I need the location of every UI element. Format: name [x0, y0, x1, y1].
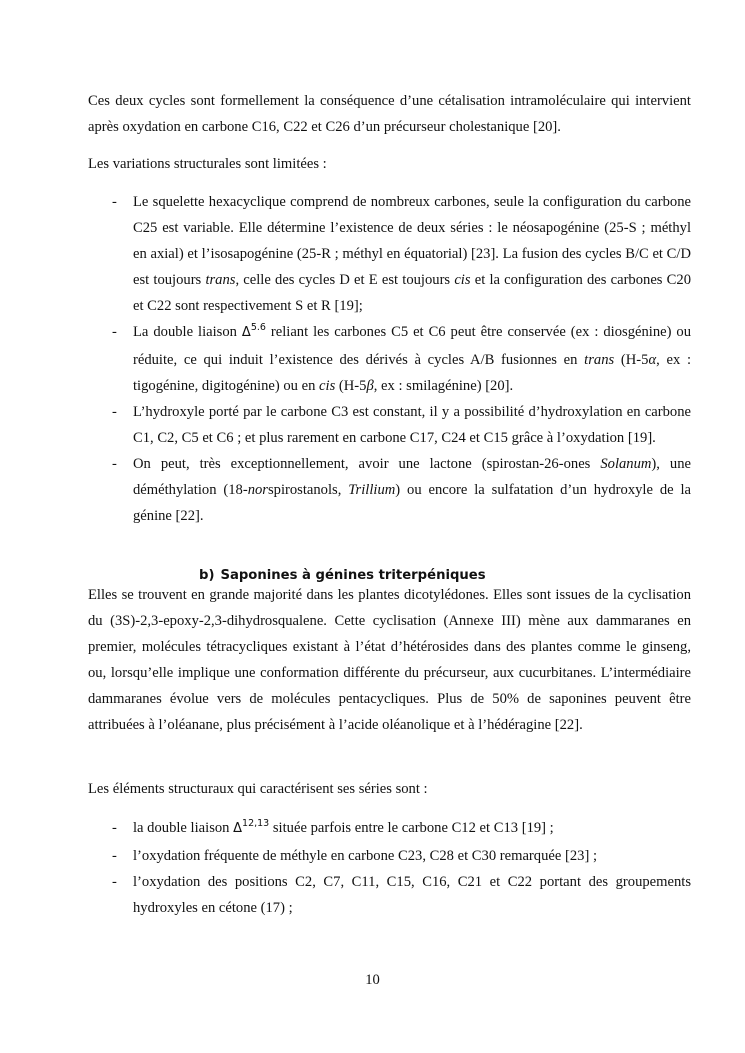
elements-title: Les éléments structuraux qui caractérisent ses séries sont : [88, 781, 428, 797]
variations-title: Les variations structurales sont limitées : [88, 156, 327, 172]
list-item: - l’oxydation fréquente de méthyle en carbone C23, C28 et C30 remarquée [23] ; [112, 848, 598, 864]
triterpene-paragraph: Elles se trouvent en grande majorité dans les plantes dicotylédones. Elles sont issues de la cyclisation du (3S)-2,3-epoxy-2,3-dihydrosqualene. Cette cyclisation (Annexe III) mène aux dammaranes en premier, molécules tétracycliques existant à l’état d’hétérosides dans des plantes comme le ginseng, ou, lorsqu’elle implique une conformation différente du précurseur, aux cucurbitanes. L’intermédiaire dammaranes évolue vers de molécules pentacycliques. Plus de 50% de saponines peuvent être attribuées à l’oléanane, plus précisément à l’acide oléanolique et à l’hédéragine [22]. [88, 587, 691, 733]
list-item: - L’hydroxyle porté par le carbone C3 est constant, il y a possibilité d’hydroxylation en carbone C1, C2, C5 et C6 ; et plus rarement en carbone C17, C24 et C15 grâce à l’oxydation [19]. [112, 404, 691, 446]
section-heading: b) Saponines à génines triterpéniques [199, 568, 486, 583]
list-item: - La double liaison $\Delta^{5.6}$ reliant les carbones C5 et C6 peut être conservée (ex : diosgénine) ou réduite, ce qui induit l’existence des dérivés à cycles A/B fusionnes en trans (H-5α, ex : tigogénine, digitogénine) ou en cis (H-5β, ex : smilagénine) [20]. [112, 322, 691, 394]
list-item: - la double liaison Δ$^{12,13}$ située parfois entre le carbone C12 et C13 [19] ; [112, 818, 554, 836]
structural-variations-list [88, 189, 691, 529]
structural-elements-list [88, 815, 691, 921]
list-item: - l’oxydation des positions C2, C7, C11, C15, C16, C21 et C22 portant des groupements hydroxyles en cétone (17) ; [112, 874, 691, 916]
list-item: - Le squelette hexacyclique comprend de nombreux carbones, seule la configuration du carbone C25 est variable. Elle détermine l’existence de deux séries : le néosapogénine (25-S ; méthyl en axial) et l’isosapogénine (25-R ; méthyl en équatorial) [23]. La fusion des cycles B/C et C/D est toujours trans, celle des cycles D et E est toujours cis et la configuration des carbones C20 et C22 sont respectivement S et R [19]; [112, 194, 691, 314]
list-item: - On peut, très exceptionnellement, avoir une lactone (spirostan-26-ones Solanum), une déméthylation (18-norspirostanols, Trillium) ou encore la sulfatation d’un hydroxyle de la génine [22]. [112, 456, 691, 524]
page-number: 10 [365, 972, 380, 988]
intro-paragraph: Ces deux cycles sont formellement la conséquence d’une cétalisation intramoléculaire qui intervient après oxydation en carbone C16, C22 et C26 d’un précurseur cholestanique [20]. [88, 93, 691, 135]
